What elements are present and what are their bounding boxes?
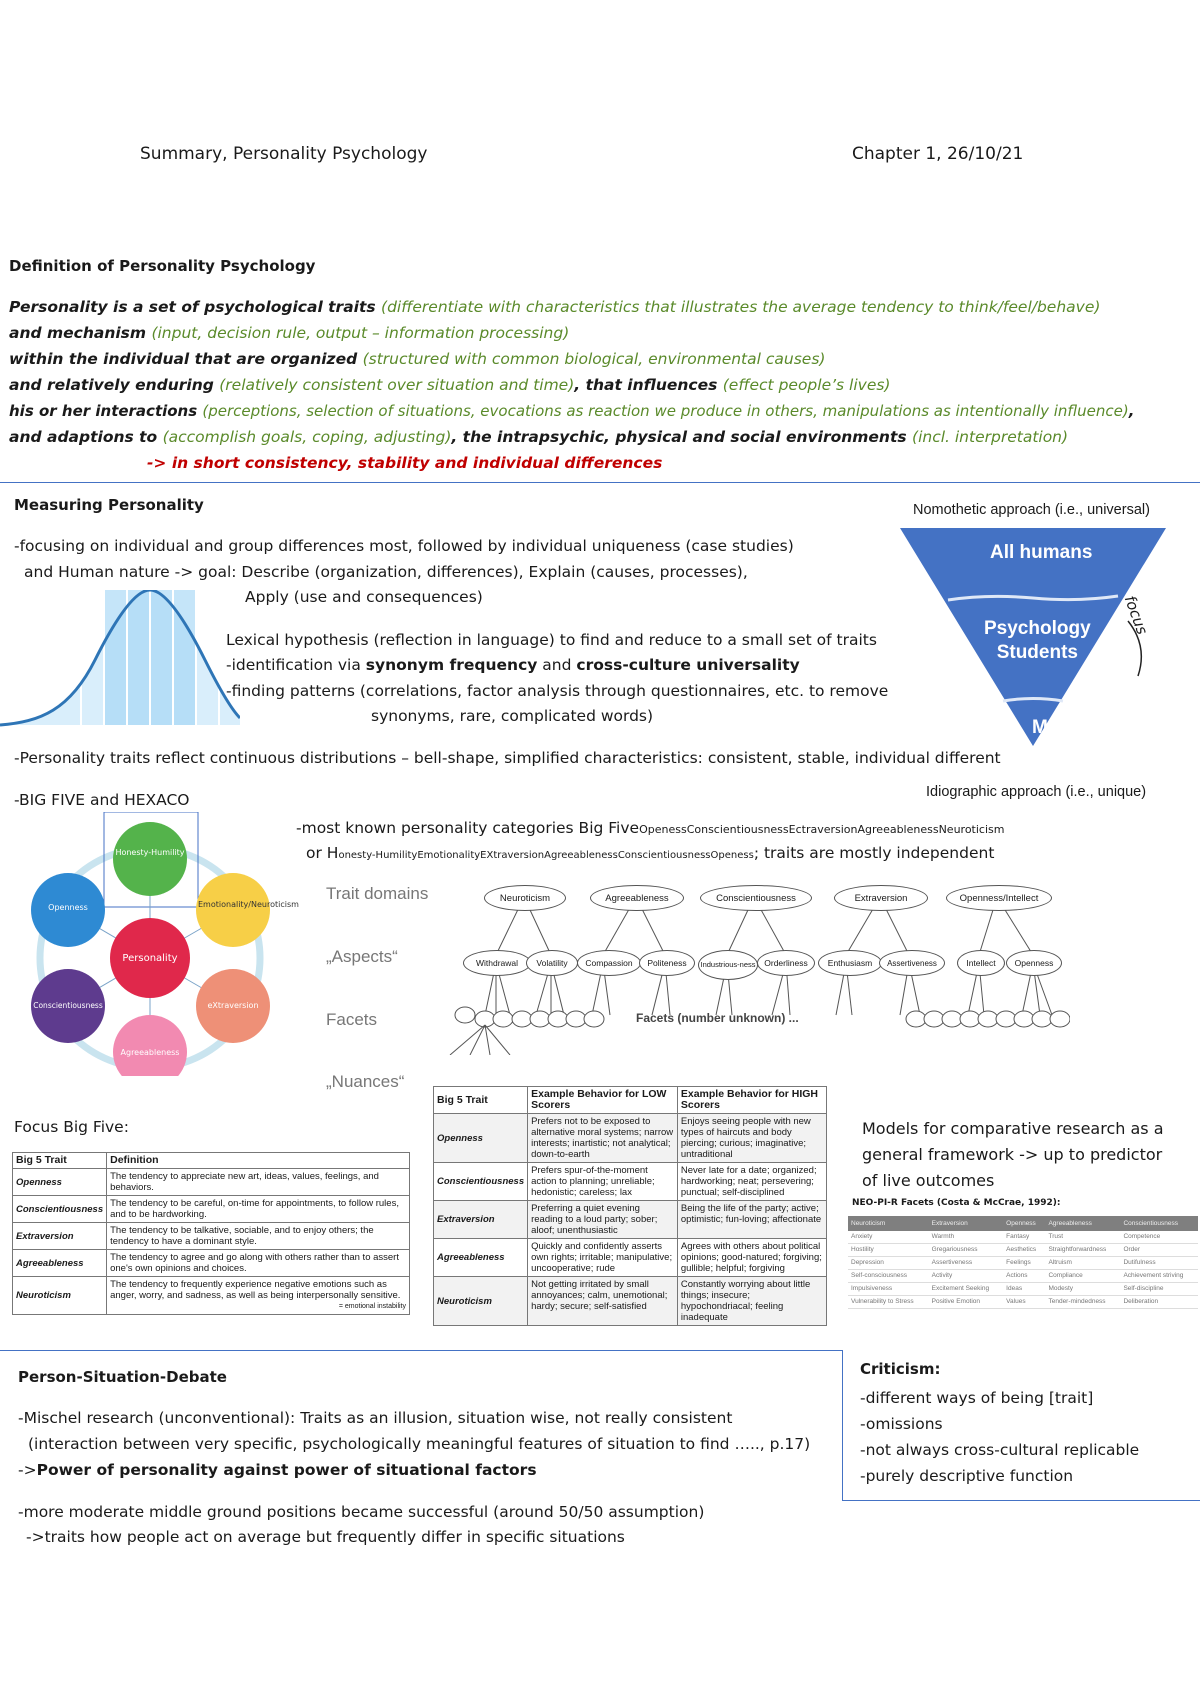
table-row: Conscientiousness Prefers spur-of-the-moment action to planning; unreliable; hedonistic; careless; lax Never late for a date; organized; hardworking; neat; persevering; punctual; self-disciplined [434, 1163, 827, 1201]
table-row: Vulnerability to Stress Positive Emotion Values Tender-mindedness Deliberation [848, 1296, 1198, 1309]
hexaco-extraversion: eXtraversion [207, 1001, 259, 1010]
table-row: Extraversion The tendency to be talkative, sociable, and to enjoy others; the tendency to have a dominant style. [13, 1223, 410, 1250]
table-row: Neuroticism Not getting irritated by small annoyances; calm, unemotional; hardy; secure; self-satisfied Constantly worrying about little things; insecure; hypochondriacal; feeling inadequate [434, 1277, 827, 1326]
criticism-list [860, 1385, 1139, 1489]
neo-title: NEO-PI-R Facets (Costa & McCrae, 1992): [852, 1198, 1061, 1208]
hexaco-emotionality: Emotionality/Neuroticism [198, 900, 299, 909]
person-situation-text: ->traits how people act on average but frequently differ in specific situations [26, 1528, 625, 1546]
table-row: Impulsiveness Excitement Seeking Ideas Modesty Self-discipline [848, 1283, 1198, 1296]
section-divider [0, 482, 1200, 483]
bigfive-text: -most known personality categories Big FiveOpenessConscientiousnessEctraversionAgreeablenessNeuroticism [296, 819, 1005, 837]
section-divider [842, 1500, 1200, 1501]
facets-label: Facets (number unknown) ... [636, 1011, 799, 1025]
measuring-text: and Human nature -> goal: Describe (organization, differences), Explain (causes, processes), [24, 563, 748, 581]
person-situation-text: -Mischel research (unconventional): Traits as an illusion, situation wise, not really consistent [18, 1409, 733, 1427]
definition-line: and adaptions to (accomplish goals, coping, adjusting), the intrapsychic, physical and social environments (incl. interpretation) [9, 428, 1069, 446]
criticism-heading: Criticism: [860, 1360, 941, 1378]
definition-line: within the individual that are organized (structured with common biological, environmental causes) [9, 350, 826, 368]
aspect-node: Orderliness [757, 950, 815, 976]
pyramid-focus-label: focus [1120, 593, 1152, 637]
table-row: Neuroticism The tendency to frequently experience negative emotions such as anger, worry, and sadness, as well as being interpersonally sensitive. = emotional instability [13, 1277, 410, 1315]
neo-pi-r-table: Neuroticism Extraversion Openness Agreeableness Conscientiousness Anxiety Warmth Fantasy Trust Competence Hostility Gregariousness Aesthetics Straightforwardness Order Depression Assertiveness Feelings Altruism Dutifulness Self-consciousness Activity Actions Compliance Achievement striving Impulsiveness Excitement Seeking Ideas Modesty Self-discipline Vulnerability to Stress Positive Emotion Values Tender-mindedness Deliberation [848, 1216, 1198, 1309]
hexaco-honesty: Honesty-Humility [115, 848, 185, 857]
list-item: -purely descriptive function [860, 1467, 1074, 1485]
person-situation-heading: Person-Situation-Debate [18, 1368, 227, 1386]
measuring-text: -finding patterns (correlations, factor analysis through questionnaires, etc. to remove [226, 682, 889, 700]
nomothetic-label: Nomothetic approach (i.e., universal) [913, 502, 1150, 518]
doc-header-right: Chapter 1, 26/10/21 [852, 144, 1024, 164]
aspect-node: Volatility [526, 950, 578, 976]
definition-line: and relatively enduring (relatively consistent over situation and time), that influences (effect people’s lives) [9, 376, 891, 394]
aspect-node: Compassion [577, 950, 641, 976]
idiographic-label: Idiographic approach (i.e., unique) [926, 784, 1147, 800]
measuring-text: -identification via synonym frequency and cross-culture universality [226, 656, 800, 674]
section-divider [0, 1350, 842, 1351]
list-item: -not always cross-cultural replicable [860, 1441, 1140, 1459]
aspect-node: Intellect [957, 950, 1005, 976]
focus-heading: Focus Big Five: [14, 1118, 129, 1136]
pyramid-students: Psychology Students [984, 618, 1091, 663]
measuring-heading: Measuring Personality [14, 496, 204, 514]
definition-block [9, 294, 1199, 476]
bigfive-heading: -BIG FIVE and HEXACO [14, 791, 190, 809]
measuring-text: synonyms, rare, complicated words) [371, 707, 654, 725]
person-situation-text: ->Power of personality against power of situational factors [18, 1461, 537, 1479]
hexaco-openness: Openness [48, 903, 88, 912]
table-row: Agreeableness Quickly and confidently asserts own rights; irritable; manipulative; uncooperative; rude Agrees with others about political opinions; good-natured; forgiving; gullible; helpful; forgiving [434, 1239, 827, 1277]
definition-line: Personality is a set of psychological traits (differentiate with characteristics that illustrates the average tendency to think/feel/behave) [9, 298, 1101, 316]
aspect-node: Assertiveness [879, 950, 945, 976]
measuring-text: Apply (use and consequences) [245, 588, 483, 606]
aspect-node: Enthusiasm [818, 950, 882, 976]
hexaco-text: or Honesty-HumilityEmotionalityEXtraversionAgreeablenessConscientiousnessOpeness; traits are mostly independent [306, 844, 995, 862]
pyramid-me: Me [1032, 717, 1059, 738]
table-row: Openness The tendency to appreciate new art, ideas, values, feelings, and behaviors. [13, 1169, 410, 1196]
section-divider [842, 1350, 843, 1500]
person-situation-text: (interaction between very specific, psychologically meaningful features of situation to find ….., p.17) [28, 1435, 811, 1453]
table-row: Extraversion Preferring a quiet evening reading to a loud party; sober; aloof; unenthusiastic Being the life of the party; active; optimistic; fun-loving; affectionate [434, 1201, 827, 1239]
table-row: Depression Assertiveness Feelings Altruism Dutifulness [848, 1257, 1198, 1270]
table-row: Openness Prefers not to be exposed to alternative moral systems; narrow interests; inartistic; not analytical; down-to-earth Enjoys seeing people with new types of haircuts and body piercing; curious; imaginative; untraditional [434, 1114, 827, 1163]
measuring-text: Lexical hypothesis (reflection in language) to find and reduce to a small set of traits [226, 631, 877, 649]
person-situation-text: -more moderate middle ground positions became successful (around 50/50 assumption) [18, 1503, 705, 1521]
big5-definition-table: Big 5 Trait Definition Openness The tendency to appreciate new art, ideas, values, feelings, and behaviors. Conscientiousness The tendency to be careful, on-time for appointments, to follow rules, and to be hardworking. Extraversion The tendency to be talkative, sociable, and to enjoy others; the tendency to have a dominant style. Agreeableness The tendency to agree and go along with others rather than to assert one's own opinions and choices. Neuroticism The tendency to frequently experience negative emotions such as anger, worry, and sadness, as well as being interpersonally sensitive. = emotional instability [12, 1152, 410, 1315]
table-row: Agreeableness The tendency to agree and go along with others rather than to assert one's own opinions and choices. [13, 1250, 410, 1277]
domain-openness-intellect: Openness/Intellect [946, 885, 1052, 911]
list-item: -different ways of being [trait] [860, 1389, 1094, 1407]
pyramid-all-humans: All humans [990, 542, 1093, 563]
domain-extraversion: Extraversion [834, 885, 928, 911]
measuring-text: -focusing on individual and group differences most, followed by individual uniqueness (case studies) [14, 537, 794, 555]
aspect-node: Withdrawal [463, 950, 531, 976]
level-trait-domains: Trait domains [326, 884, 429, 903]
table-row: Hostility Gregariousness Aesthetics Straightforwardness Order [848, 1244, 1198, 1257]
table-row: Conscientiousness The tendency to be careful, on-time for appointments, to follow rules, and to be hardworking. [13, 1196, 410, 1223]
domain-agreeableness: Agreeableness [590, 885, 684, 911]
list-item: -omissions [860, 1415, 943, 1433]
level-aspects: „Aspects“ [326, 947, 398, 966]
hexaco-conscientiousness: Conscientiousness [33, 1001, 103, 1010]
definition-summary: -> in short consistency, stability and individual differences [147, 454, 663, 472]
doc-header-left: Summary, Personality Psychology [140, 144, 428, 164]
definition-line: and mechanism (input, decision rule, output – information processing) [9, 324, 570, 342]
aspect-node: Politeness [639, 950, 695, 976]
bell-curve-figure [0, 590, 240, 730]
table-row: Self-consciousness Activity Actions Compliance Achievement striving [848, 1270, 1198, 1283]
level-facets: Facets [326, 1010, 378, 1029]
domain-conscientiousness: Conscientiousness [700, 885, 812, 911]
hexaco-agreeableness: Agreeableness [120, 1048, 180, 1057]
level-nuances: „Nuances“ [326, 1072, 405, 1091]
aspect-node: Industrious-ness [698, 950, 758, 980]
aspect-node: Openness [1006, 950, 1062, 976]
domain-neuroticism: Neuroticism [484, 885, 566, 911]
definition-heading: Definition of Personality Psychology [9, 257, 316, 275]
measuring-text: -Personality traits reflect continuous distributions – bell-shape, simplified characteristics: consistent, stable, individual different [14, 749, 1001, 767]
table-row: Anxiety Warmth Fantasy Trust Competence [848, 1231, 1198, 1244]
hexaco-personality: Personality [122, 953, 178, 964]
models-text: Models for comparative research as a general framework -> up to predictor of live outcomes [862, 1119, 1164, 1190]
big5-examples-table: Big 5 Trait Example Behavior for LOW Scorers Example Behavior for HIGH Scorers Openness Prefers not to be exposed to alternative moral systems; narrow interests; inartistic; not analytical; down-to-earth Enjoys seeing people with new types of haircuts and body piercing; curious; imaginative; untraditional Conscientiousness Prefers spur-of-the-moment action to planning; unreliable; hedonistic; careless; lax Never late for a date; organized; hardworking; neat; persevering; punctual; self-disciplined Extraversion Preferring a quiet evening reading to a loud party; sober; aloof; unenthusiastic Being the life of the party; active; optimistic; fun-loving; affectionate Agreeableness Quickly and confidently asserts own rights; irritable; manipulative; uncooperative; rude Agrees with others about political opinions; good-natured; forgiving; gullible; helpful; forgiving Neuroticism Not getting irritated by small annoyances; calm, unemotional; hardy; secure; self-satisfied Constantly worrying about little things; insecure; hypochondriacal; feeling inadequate [433, 1086, 827, 1326]
definition-line: his or her interactions (perceptions, selection of situations, evocations as reaction we produce in others, manipulations as intentionally influence), [9, 402, 1135, 420]
